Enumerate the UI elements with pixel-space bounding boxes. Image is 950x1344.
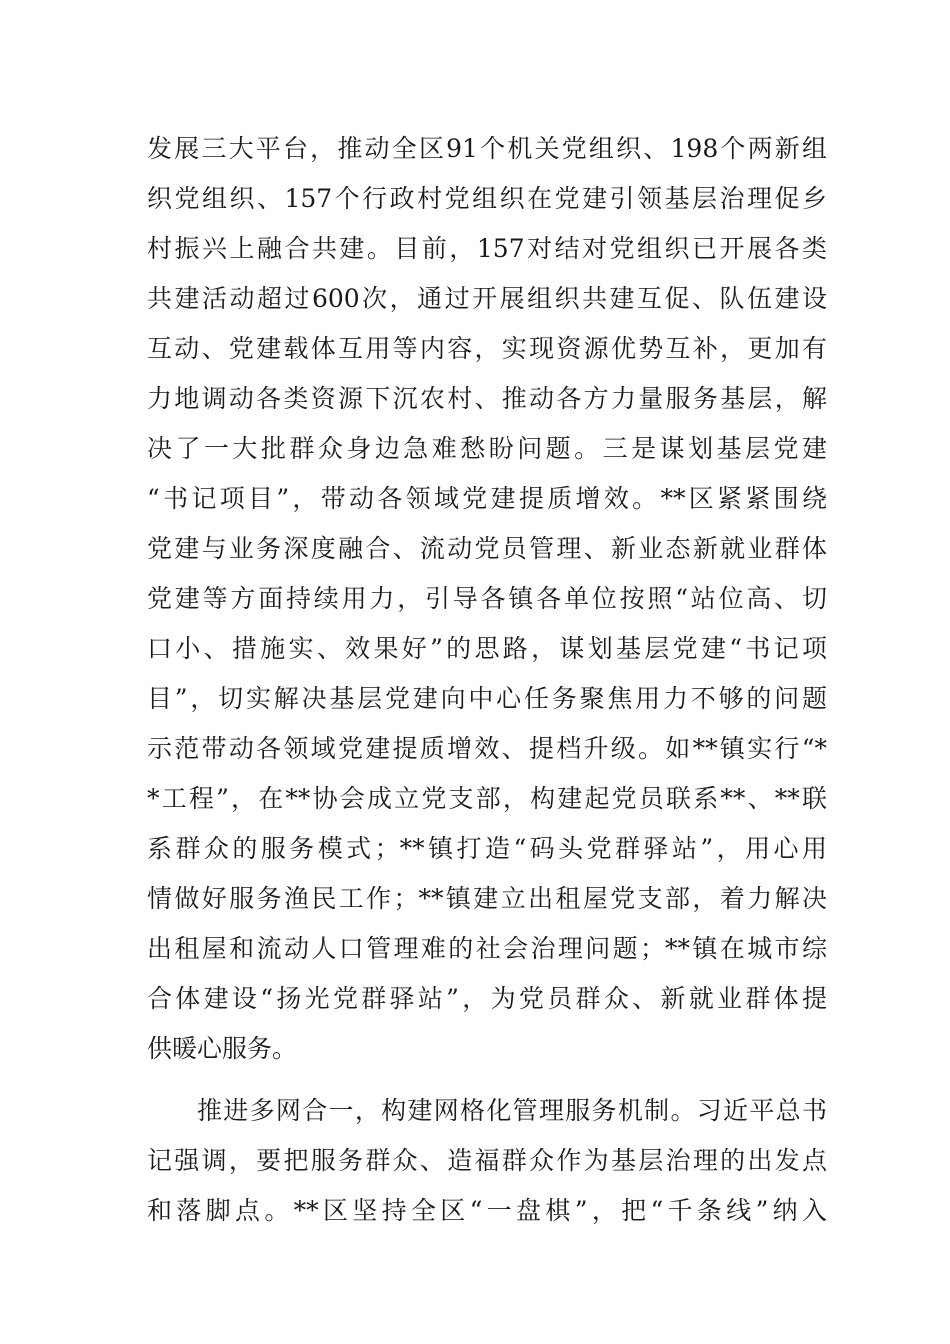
text-line: 出租屋和流动人口管理难的社会治理问题；**镇在城市综	[147, 934, 827, 963]
text-line: 村振兴上融合共建。目前，157对结对党组织已开展各类	[147, 234, 827, 263]
text-line: 决了一大批群众身边急难愁盼问题。三是谋划基层党建	[147, 434, 827, 463]
text-line: 目”，切实解决基层党建向中心任务聚焦用力不够的问题	[147, 684, 827, 713]
text-line: 示范带动各领域党建提质增效、提档升级。如**镇实行“*	[147, 734, 827, 763]
text-line: 互动、党建载体互用等内容，实现资源优势互补，更加有	[147, 334, 827, 363]
text-line: 情做好服务渔民工作；**镇建立出租屋党支部，着力解决	[147, 884, 827, 913]
text-line: 记强调，要把服务群众、造福群众作为基层治理的出发点	[147, 1146, 827, 1175]
text-line: 供暖心服务。	[147, 1034, 298, 1063]
text-line: 织党组织、157个行政村党组织在党建引领基层治理促乡	[147, 184, 827, 213]
text-line: 党建与业务深度融合、流动党员管理、新业态新就业群体	[147, 534, 827, 563]
body-text	[147, 124, 827, 1236]
text-line: *工程”，在**协会成立党支部，构建起党员联系**、**联	[147, 784, 827, 813]
text-line: 党建等方面持续用力，引导各镇各单位按照“站位高、切	[147, 584, 827, 613]
text-line: 推进多网合一，构建网格化管理服务机制。习近平总书	[197, 1096, 827, 1125]
text-line: 系群众的服务模式；**镇打造“码头党群驿站”，用心用	[147, 834, 827, 863]
text-line: 口小、措施实、效果好”的思路，谋划基层党建“书记项	[147, 634, 827, 663]
paragraph-1	[147, 124, 827, 1074]
text-line: 力地调动各类资源下沉农村、推动各方力量服务基层，解	[147, 384, 827, 413]
text-line: 共建活动超过600次，通过开展组织共建互促、队伍建设	[147, 284, 827, 313]
text-line: 发展三大平台，推动全区91个机关党组织、198个两新组	[147, 134, 827, 163]
text-line: 合体建设“扬光党群驿站”，为党员群众、新就业群体提	[147, 984, 827, 1013]
text-line: 和落脚点。**区坚持全区“一盘棋”，把“千条线”纳入	[147, 1196, 827, 1225]
paragraph-2	[147, 1086, 827, 1236]
paragraph-spacing	[147, 1074, 827, 1086]
text-line: “书记项目”，带动各领域党建提质增效。**区紧紧围绕	[147, 484, 827, 513]
